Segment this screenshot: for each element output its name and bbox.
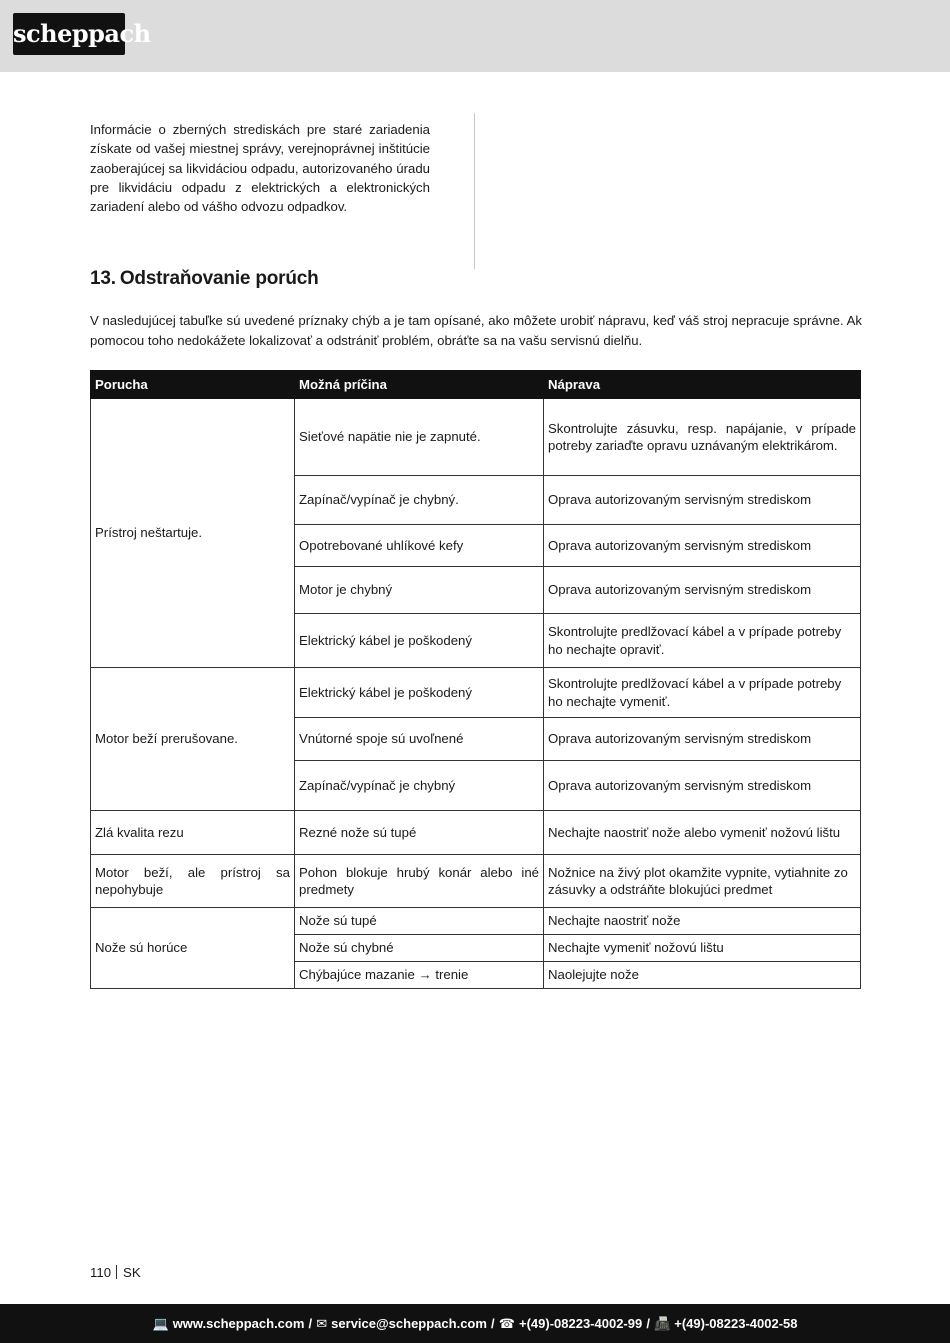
remedy-cell: Nechajte naostriť nože — [544, 908, 861, 935]
page-number — [90, 1265, 141, 1280]
cause-cell: Sieťové napätie nie je zapnuté. — [295, 399, 544, 476]
footer-phone: +(49)-08223-4002-99 — [518, 1316, 643, 1331]
cause-cell: Chýbajúce mazanie → trenie — [295, 962, 544, 989]
page-number-value: 110 — [90, 1265, 112, 1280]
scheppach-logo: scheppach — [13, 13, 125, 55]
intro-paragraph: Informácie o zberných strediskách pre staré zariadenia získate od vašej miestnej správy, verejnoprávnej inštitúcie zaoberajúcej sa likvidáciou odpadu, autorizovaného úradu pre likvidáciu odpadu z elektrických a elektronických zariadení alebo od vášho odvozu odpadkov. — [90, 122, 430, 215]
fault-cell: Nože sú horúce — [91, 908, 295, 989]
table-row — [91, 399, 861, 476]
fault-cell: Prístroj neštartuje. — [91, 399, 295, 668]
footer-fax: +(49)-08223-4002-58 — [674, 1316, 798, 1331]
cause-cell: Elektrický kábel je poškodený — [295, 614, 544, 668]
footer-website-link[interactable]: www.scheppach.com — [172, 1316, 305, 1331]
remedy-cell: Skontrolujte predlžovací kábel a v prípade potreby ho nechajte opraviť. — [544, 614, 861, 668]
cause-cell: Zapínač/vypínač je chybný. — [295, 476, 544, 525]
cause-cell: Rezné nože sú tupé — [295, 811, 544, 855]
section-number: 13. — [90, 268, 116, 289]
fault-cell: Motor beží prerušovane. — [91, 668, 295, 811]
remedy-cell: Skontrolujte zásuvku, resp. napájanie, v prípade potreby zariaďte opravu uznávaným elektrikárom. — [544, 399, 861, 476]
footer-email-link[interactable]: service@scheppach.com — [331, 1316, 487, 1331]
column-divider — [474, 113, 475, 269]
remedy-cell: Oprava autorizovaným servisným strediskom — [544, 476, 861, 525]
phone-icon: ☎ — [498, 1316, 515, 1331]
remedy-cell: Skontrolujte predlžovací kábel a v prípade potreby ho nechajte vymeniť. — [544, 668, 861, 718]
table-row — [91, 908, 861, 935]
remedy-cell: Oprava autorizovaným servisným strediskom — [544, 761, 861, 811]
table-row — [91, 855, 861, 908]
table-header-row — [91, 371, 861, 399]
remedy-cell: Nechajte naostriť nože alebo vymeniť nožovú lištu — [544, 811, 861, 855]
header-band — [0, 0, 950, 72]
table-row — [91, 811, 861, 855]
table-row — [91, 668, 861, 718]
page-language: SK — [123, 1265, 141, 1280]
fax-icon: 📠 — [654, 1316, 671, 1331]
fault-cell: Zlá kvalita rezu — [91, 811, 295, 855]
cause-cell: Nože sú chybné — [295, 935, 544, 962]
remedy-cell: Oprava autorizovaným servisným strediskom — [544, 718, 861, 761]
cause-cell: Opotrebované uhlíkové kefy — [295, 525, 544, 567]
remedy-cell: Oprava autorizovaným servisným strediskom — [544, 567, 861, 614]
page-number-divider — [116, 1265, 117, 1279]
cause-cell: Elektrický kábel je poškodený — [295, 668, 544, 718]
section-lead-paragraph: V nasledujúcej tabuľke sú uvedené príznaky chýb a je tam opísané, ako môžete urobiť nápravu, keď váš stroj nepracuje správne. Ak pomocou toho nedokážete lokalizovať a odstrániť problém, obráťte sa na vašu servisnú dielňu. — [90, 313, 862, 348]
header-cause: Možná príčina — [295, 371, 544, 399]
fault-cell: Motor beží, ale prístroj sa nepohybuje — [91, 855, 295, 908]
footer-separator: / — [304, 1316, 317, 1331]
footer-contact-bar — [0, 1304, 950, 1343]
computer-icon: 💻 — [152, 1316, 169, 1331]
troubleshooting-table — [90, 370, 861, 989]
cause-cell: Pohon blokuje hrubý konár alebo iné predmety — [295, 855, 544, 908]
cause-cell: Zapínač/vypínač je chybný — [295, 761, 544, 811]
cause-cell: Nože sú tupé — [295, 908, 544, 935]
remedy-cell: Nožnice na živý plot okamžite vypnite, vytiahnite zo zásuvky a odstráňte blokujúci predmet — [544, 855, 861, 908]
section-title-text: Odstraňovanie porúch — [119, 268, 319, 289]
header-fault: Porucha — [91, 371, 295, 399]
footer-separator: / — [486, 1316, 499, 1331]
header-remedy: Náprava — [544, 371, 861, 399]
footer-separator: / — [642, 1316, 655, 1331]
remedy-cell: Nechajte vymeniť nožovú lištu — [544, 935, 861, 962]
remedy-cell: Naolejujte nože — [544, 962, 861, 989]
mail-icon: ✉ — [316, 1316, 328, 1331]
cause-cell: Motor je chybný — [295, 567, 544, 614]
section-title — [90, 268, 319, 290]
remedy-cell: Oprava autorizovaným servisným strediskom — [544, 525, 861, 567]
cause-cell: Vnútorné spoje sú uvoľnené — [295, 718, 544, 761]
